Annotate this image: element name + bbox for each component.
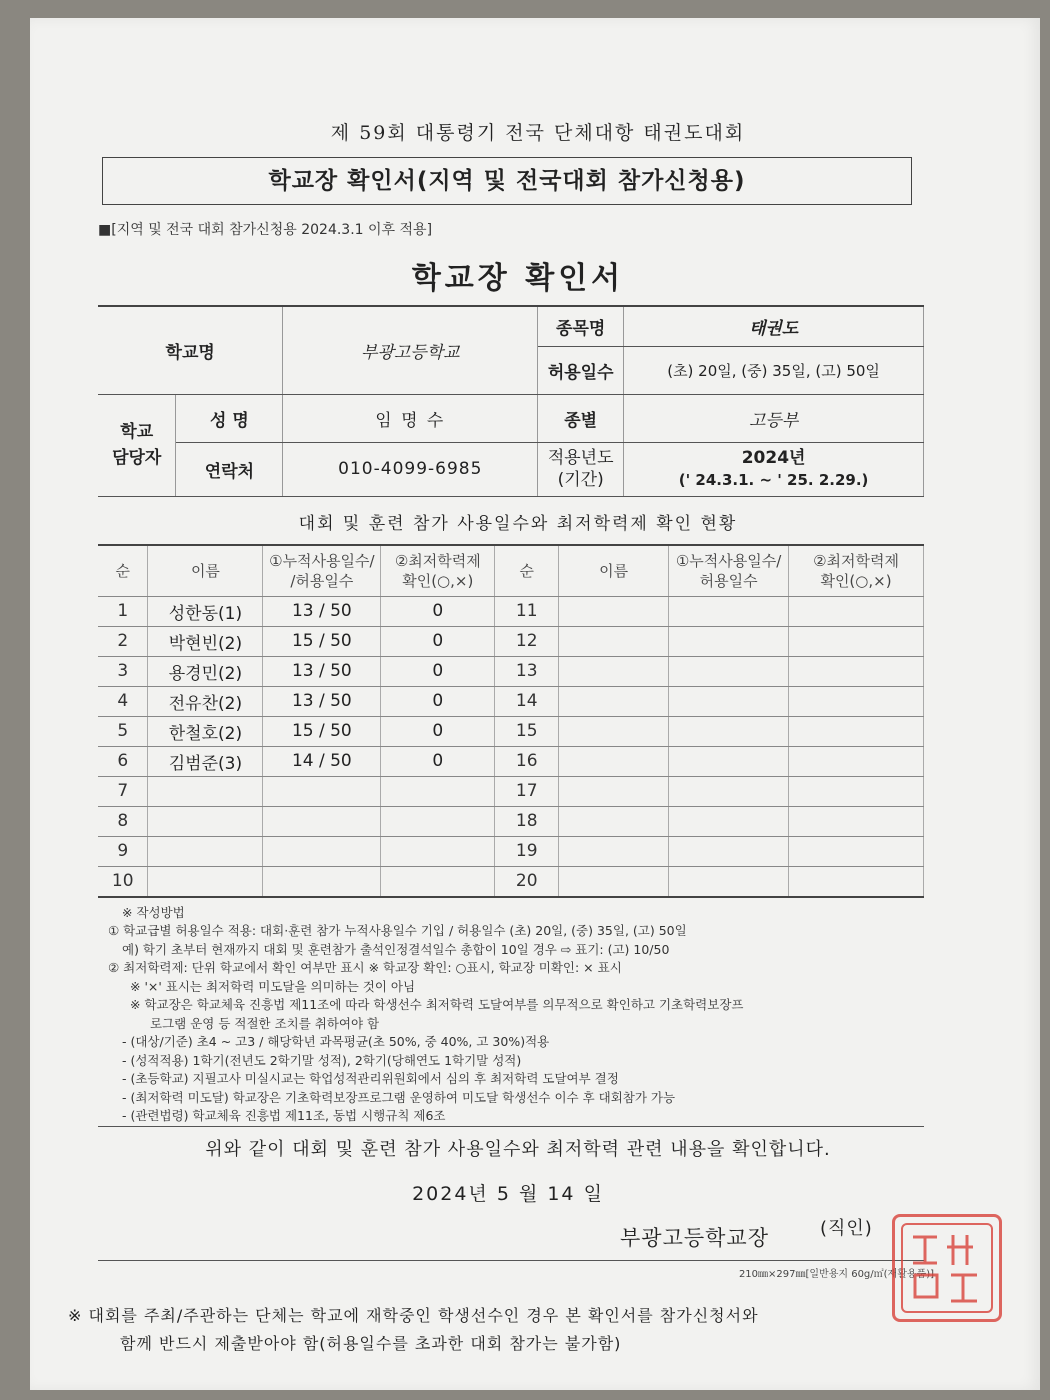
table-row	[98, 656, 924, 686]
table-row	[98, 836, 924, 866]
cell-name	[148, 866, 263, 897]
cell-name-right	[559, 866, 669, 897]
cell-name	[148, 836, 263, 866]
table-row	[98, 596, 924, 626]
instruction-line: 로그램 운영 등 적절한 조치를 취하여야 함	[150, 1015, 380, 1031]
cell-no: 9	[98, 836, 148, 866]
cell-days: 13 / 50	[263, 686, 381, 716]
applies-note: ■[지역 및 전국 대회 참가신청용 2024.3.1 이후 적용]	[98, 222, 433, 238]
seal-label: (직인)	[820, 1218, 873, 1239]
cell-name-right	[559, 836, 669, 866]
cell-check: 0	[381, 686, 495, 716]
cell-name: 용경민(2)	[148, 656, 263, 686]
cell-no-right: 16	[495, 746, 559, 776]
year-cell	[624, 442, 924, 496]
header-check-right: ②최저학력제 확인(○,×)	[789, 545, 924, 597]
cell-name-right	[559, 716, 669, 746]
divider	[98, 1126, 924, 1127]
cell-days-right	[669, 626, 789, 656]
cell-days	[263, 866, 381, 897]
cell-days-right	[669, 776, 789, 806]
name-value: 임 명 수	[283, 394, 538, 442]
cell-name: 김범준(3)	[148, 746, 263, 776]
event-title: 제 59회 대통령기 전국 단체대항 태권도대회	[330, 122, 746, 144]
sport-label: 종목명	[538, 306, 624, 346]
footer-line-1: ※ 대회를 주최/주관하는 단체는 학교에 재학중인 학생선수인 경우 본 확인서를 참가신청서와	[68, 1305, 759, 1325]
header-name-right: 이름	[559, 545, 669, 597]
cell-check	[381, 806, 495, 836]
school-label: 학교명	[98, 306, 283, 394]
cell-days: 14 / 50	[263, 746, 381, 776]
instruction-line: ① 학교급별 허용일수 적용: 대회·훈련 참가 누적사용일수 기입 / 허용일수 (초) 20일, (중) 35일, (고) 50일	[108, 923, 687, 938]
cell-check-right	[789, 746, 924, 776]
cell-name: 박현빈(2)	[148, 626, 263, 656]
cell-no-right: 11	[495, 596, 559, 626]
document-sheet	[30, 18, 1040, 1390]
year-label: 적용년도 (기간)	[538, 442, 624, 496]
form-title: 학교장 확인서(지역 및 전국대회 참가신청용)	[102, 157, 912, 205]
roster-body	[98, 596, 924, 897]
header-no: 순	[98, 545, 148, 597]
cell-name: 성한동(1)	[148, 596, 263, 626]
cell-no-right: 15	[495, 716, 559, 746]
cell-no: 10	[98, 866, 148, 897]
cell-no: 3	[98, 656, 148, 686]
instruction-line: - (최저학력 미도달) 학교장은 기초학력보장프로그램 운영하여 미도달 학생선수 이수 후 대회참가 가능	[122, 1089, 676, 1105]
cell-no: 2	[98, 626, 148, 656]
cell-days-right	[669, 806, 789, 836]
cell-check-right	[789, 806, 924, 836]
year-value: 2024년	[741, 448, 806, 468]
principal-name: 부광고등학교장	[620, 1225, 770, 1250]
cell-check-right	[789, 596, 924, 626]
cell-no: 5	[98, 716, 148, 746]
cell-no: 6	[98, 746, 148, 776]
cell-name-right	[559, 656, 669, 686]
cell-name: 전유찬(2)	[148, 686, 263, 716]
confirm-date: 2024년 5 월 14 일	[412, 1182, 604, 1205]
info-table	[98, 305, 924, 497]
divider-2	[98, 1260, 924, 1261]
cell-check: 0	[381, 746, 495, 776]
cell-check: 0	[381, 626, 495, 656]
cell-no-right: 19	[495, 836, 559, 866]
instruction-line: - (관련법령) 학교체육 진흥법 제11조, 동법 시행규칙 제6조	[122, 1108, 446, 1123]
section-title: 대회 및 훈련 참가 사용일수와 최저학력제 확인 현황	[298, 513, 738, 534]
paper-spec: 210㎜×297㎜[일반용지 60g/㎡(재활용품)]	[738, 1268, 934, 1280]
cell-check	[381, 776, 495, 806]
cell-no: 1	[98, 596, 148, 626]
cell-no-right: 20	[495, 866, 559, 897]
seal-glyph-icon	[895, 1217, 999, 1319]
main-title: 학교장 확인서	[411, 261, 625, 296]
cell-name	[148, 806, 263, 836]
instruction-line: 예) 학기 초부터 현재까지 대회 및 훈련참가 출석인정결석일수 총합이 10일 경우 ⇨ 표기: (고) 10/50	[122, 941, 670, 957]
cell-check-right	[789, 776, 924, 806]
cell-no-right: 13	[495, 656, 559, 686]
school-value: 부광고등학교	[283, 306, 538, 394]
allowed-label: 허용일수	[538, 346, 624, 394]
footer-line-2: 함께 반드시 제출받아야 함(허용일수를 초과한 대회 참가는 불가함)	[120, 1333, 622, 1353]
cell-check: 0	[381, 596, 495, 626]
cell-check	[381, 836, 495, 866]
cell-name-right	[559, 806, 669, 836]
cell-name-right	[559, 776, 669, 806]
cell-no-right: 18	[495, 806, 559, 836]
confirm-statement: 위와 같이 대회 및 훈련 참가 사용일수와 최저학력 관련 내용을 확인합니다.	[205, 1138, 831, 1160]
table-row	[98, 626, 924, 656]
cell-days-right	[669, 596, 789, 626]
header-check: ②최저학력제 확인(○,×)	[381, 545, 495, 597]
official-seal-stamp	[892, 1214, 1002, 1322]
cell-name-right	[559, 686, 669, 716]
footer-note	[68, 1302, 968, 1358]
table-row	[98, 776, 924, 806]
cell-days-right	[669, 836, 789, 866]
phone-value: 010-4099-6985	[283, 442, 538, 496]
header-days: ①누적사용일수/ /허용일수	[263, 545, 381, 597]
category-label: 종별	[538, 394, 624, 442]
cell-days-right	[669, 656, 789, 686]
cell-days	[263, 776, 381, 806]
cell-name	[148, 776, 263, 806]
table-row	[98, 686, 924, 716]
cell-days: 15 / 50	[263, 626, 381, 656]
cell-no: 4	[98, 686, 148, 716]
instruction-line: ※ 학교장은 학교체육 진흥법 제11조에 따라 학생선수 최저학력 도달여부를 의무적으로 확인하고 기초학력보장프	[130, 997, 744, 1012]
category-value: 고등부	[624, 394, 924, 442]
cell-no-right: 12	[495, 626, 559, 656]
cell-days: 13 / 50	[263, 656, 381, 686]
instruction-line: ※ '×' 표시는 최저학력 미도달을 의미하는 것이 아님	[130, 978, 416, 994]
table-row	[98, 716, 924, 746]
cell-name: 한철호(2)	[148, 716, 263, 746]
cell-days: 13 / 50	[263, 596, 381, 626]
cell-days	[263, 836, 381, 866]
cell-check-right	[789, 716, 924, 746]
cell-check	[381, 866, 495, 897]
phone-label: 연락처	[176, 442, 283, 496]
roster-table	[98, 544, 924, 898]
sport-value: 태권도	[624, 306, 924, 346]
header-days-right: ①누적사용일수/ 허용일수	[669, 545, 789, 597]
cell-no-right: 14	[495, 686, 559, 716]
cell-check-right	[789, 866, 924, 897]
header-no-right: 순	[495, 545, 559, 597]
table-row	[98, 746, 924, 776]
cell-name-right	[559, 626, 669, 656]
cell-no: 8	[98, 806, 148, 836]
cell-check: 0	[381, 716, 495, 746]
cell-name-right	[559, 596, 669, 626]
cell-check: 0	[381, 656, 495, 686]
instruction-line: - (대상/기준) 초4 ~ 고3 / 해당학년 과목평균(초 50%, 중 40%, 고 30%)적용	[122, 1034, 550, 1049]
cell-days: 15 / 50	[263, 716, 381, 746]
cell-no-right: 17	[495, 776, 559, 806]
contact-group-label: 학교 담당자	[98, 394, 176, 496]
cell-check-right	[789, 626, 924, 656]
instruction-line: ※ 작성방법	[122, 904, 185, 920]
header-name: 이름	[148, 545, 263, 597]
instruction-line: - (초등학교) 지필고사 미실시교는 학업성적관리위원회에서 심의 후 최저학력 도달여부 결정	[122, 1071, 619, 1086]
cell-days-right	[669, 716, 789, 746]
cell-no: 7	[98, 776, 148, 806]
cell-name-right	[559, 746, 669, 776]
document-body	[68, 18, 968, 1358]
name-label: 성 명	[176, 394, 283, 442]
cell-days-right	[669, 746, 789, 776]
cell-days-right	[669, 686, 789, 716]
allowed-value: (초) 20일, (중) 35일, (고) 50일	[624, 346, 924, 394]
year-period: (' 24.3.1. ~ ' 25. 2.29.)	[678, 471, 869, 489]
writing-instructions	[104, 904, 968, 1126]
instruction-line: - (성적적용) 1학기(전년도 2학기말 성적), 2학기(당해연도 1학기말 성적)	[122, 1052, 522, 1068]
table-row	[98, 866, 924, 897]
table-row	[98, 806, 924, 836]
instruction-line: ② 최저학력제: 단위 학교에서 확인 여부만 표시 ※ 학교장 확인: ○표시, 학교장 미확인: × 표시	[108, 960, 622, 975]
cell-days	[263, 806, 381, 836]
cell-check-right	[789, 686, 924, 716]
cell-check-right	[789, 836, 924, 866]
cell-days-right	[669, 866, 789, 897]
cell-check-right	[789, 656, 924, 686]
